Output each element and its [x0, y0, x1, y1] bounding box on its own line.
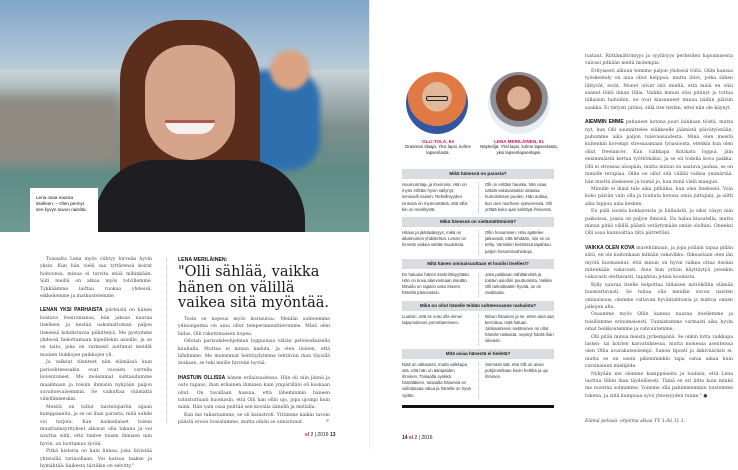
answer-lena: Olli on erittäin hauska, hän osaa nähdä vakavassakin asiassa humoristisen puolen. Hän auttaa, kun olen murheen syövereissä. Olli yrittää koko ajan kehittyä ihmisenä. [478, 182, 554, 213]
portrait-olli [406, 72, 468, 134]
headline: "Olli sählää, vaikka hänen on välillä vaikea sitä myöntää. [178, 264, 329, 311]
cover-photo [0, 0, 369, 232]
paragraph: VAIKKA OLEN KOVA murehtimaan, ja jopa joillain tapaa pidän siitä, en ole kuitenkaan mikään vakavikko. Oikeastaan olen iän myötä huomannut, että minun on hyvin vaikea ottaa itseäni mitenkään vakavasti. Aina kun yritän käyttäytyä jotenkin vakavasti otettavasti, tapahtuu jotain koomista. [585, 244, 733, 281]
paragraph: Ja valkeat tilanteet niin elämässä kuin parisuhteessakin ovat vuosien varrella loiventuneet. Me molemmat suhtaudumme maailmaan ja toisiin ihmisiin nykyään paljon suvaitsevaisemmin. Se vaikuttaa väämättä välellimmeskin. [40, 360, 152, 403]
page-footer-left: el 2 | 2016 13 [305, 432, 336, 438]
right-column [585, 53, 733, 400]
qa-table [402, 169, 554, 408]
rule [402, 405, 554, 409]
portrait-lena [488, 72, 550, 134]
left-column-2 [178, 316, 330, 427]
face [145, 45, 235, 160]
page-footer-right: 14 el 2 | 2016 [402, 435, 433, 441]
column-divider [166, 258, 167, 423]
paragraph: IHASTUIN OLLISSA hänen erilaisuudessa. Hän oli niin jännä ja outo tapaus, ihan erilainen ihminen kuin ympärilläni oli koskaan ollut. On tavallaan hassua, että läheminmin häneen tutustuttuani huomasin, että Olli han ollin ujo, jopa ujompi kuin minä. Hän vain osaa peittää sen kovalla äänellä ja mellalla. [178, 374, 331, 411]
page-gutter [369, 0, 370, 450]
person-desc: Näyttelijä. Yksi lapsi, kolme lapsenlasta, yksi lapsenlapsenlapsi. [480, 144, 558, 155]
paragraph: Minulle ei ikinä tule aika pitkäksi, kun olen itsekseni. Voin koko päivän vain olla ja touhuta kotona omia juttujani, ja siltti aika loppuu aina kesken. [585, 186, 733, 207]
person-lena [480, 139, 558, 156]
qa-row [402, 179, 554, 217]
photo-caption: Lena osaa nauraa itselleen. – Olen perinyt sen kyvyn suvun naisilta. [30, 188, 98, 232]
paragraph: AIEMMIN EMME puhuneet kotona juuri lainkaan töistä, mutta nyt, kun Olli suunnittelee eläkkeelle jäämistä päivätyöstään, puhumme aika paljon tulevaisuudesta. Minä olen meistä kuitenkin kovempi stressaamaan työasioista, etenkin kun olen ollut freelancer. Kun valkkapa Kotikatu loppui, jäin ensimmäistä kertaa työttömäksi, ja se oli todella kova paikka. Olli ei stressaa ulospäin, mutta minun on saatava jauhaa, se on minulle terapiaa. Ollin on ollut sitä välillä vaikea ymmärtää, hän miettii itsekseen ja toimii jo, kun minä vielä mangun. [585, 119, 733, 185]
paragraph: Pitkä historia on kuin liimaa, joka tiivistää yhteisillä tarinoillaan. Voi katsoa taakse ja hymähtää: kaikesta tästäkin on selvitty." [40, 449, 152, 469]
paragraph: Kun me rakastuimme, se oli katastrofi. Yritimme kaikin tavoin päästä eroon toisistamme, mutta eihän se onnistunut. [178, 412, 330, 426]
answer-lena: Ollin hosuminen. Hän ajattelee jatkuvasti, että tehdään, niin se on tehty. Varsinkin keittiössä tapahtuu paljon hosumisvahinkoja. [478, 230, 554, 255]
qa-row [402, 359, 554, 403]
answer-olli: Huumorintaju ja itseironia. Hän on myös erittäin hyvin säilynyt, sensuelli nainen. Rehellisyyden ninessä on myönnettävä, että sillä-kin on merkitystä. [402, 182, 469, 212]
question-bar: Mitä hänen ominaisuuttaan et huolisi itsellesi? [402, 259, 554, 269]
qa-row [402, 227, 554, 259]
paragraph: tustaut. Riittämättömyys ja syyllisyys perheiden hajoamisesta vaivasi pitkään meitä molempia. [585, 54, 733, 67]
paragraph: Erityisesti alkuun teimme paljon yhdessä töitä. Ollin kanssa työskentely on aina ollut helppoa, mutta liitot, jotka siihen liittyvät, eivät. Monet olivat sitä mieltä, että minä en olisi saanut töitä ilman Ollia. Vaikka minun olisi pitänyt jo tottua tällaisiin huhuihin, ne ovat kiusanneet minua näihin päiviin saakka. Ei tietysti pitäisi, sillä itse tiedän, ettei niin ole käynyt. [585, 68, 733, 111]
paragraph: Toisaalta Lena myös viihtyy hirveän hyvin yksin. Kun hän vielä saa tyttärensä koirat hoitoonsa, minua ei tarvita enää mihinkään. Siiti meillä on alkaa myös tolvillemme. Tykkäämme laittaa ruokaa yhdessä, eikkeliemme ja matkustelemme. [40, 257, 152, 300]
credit-line: Elämä pelissä -ohjelma alkaa TV 1:llä 31.1. [585, 419, 686, 424]
paragraph: Meistä on tullut taistelupariin sijaan kumppaneita, ja se on ihan parasta, mitä suhde voi tarjota. Kun kaikenlaiset toisen muuttamisyritykset alkavat olla takana ja voi nauttia siitä, että tuntee toisen ihmisen niin hyvin, on luottamus syvää. [40, 404, 152, 447]
paragraph: LENAN YKSI PARHAISTA piirteistä on hänen loistava itseironiansa, hän jaksaa nauraa itselleen ja kestää uskomattoman paljon itseensä kohdistuvaa piikittelyä. Me pystymme yhdessä hekottamaan kipeillekin asioille, ja se on taito, joka on varmasti auttanut meidät monien tiukkojen paikkojen yli. [40, 307, 152, 358]
left-column-1 [40, 256, 152, 470]
answer-olli: Luulisin, että se voisi olla minun taipumukseni pomottamiseen. [402, 313, 463, 325]
person-olli [402, 139, 474, 156]
answer-lena: Varmasti sitä, että Olli on aivan pohjimmiltaan kovin herkkä ja ujo ihminen. [478, 362, 554, 399]
paragraph: Odotan parisuhdeohjelman loppuunsa vähän pelonsekaisella kauhulla. Muttaa ei minua kaduta, ja olen iloinen, että lähdimme. Me molemmat heittäydyimme tehtäviin ihan täysillä mukaan, se teki meille hirveän hyvää. [178, 339, 330, 367]
paragraph: Olli pitää minua meistä jyrkempänä. Se onkin totta vaikkapa lasten- tai koirien kasvatuksessa, mutta monessa asenteissa olen Ollia avarakatseisempi. Sanon tiposti ja äkkiväärästi ei, mutta se on usein pikemminkin tapa ostaa aikaa kuin varsinainen mielipide. [585, 334, 733, 370]
continue-mark: » [326, 418, 329, 424]
answer-olli: En haluaisi hänen itsekriittisyyttään. Hän on kova alanvoimaan itseään. Minulla on rajaton usko itseeni, hänellä päinvastoin. [402, 271, 471, 296]
kicker: LENA MERILÄINEN: [178, 257, 228, 263]
question-bar: Mitä asiaa hänestä ei tiedetä? [402, 349, 554, 359]
qa-row [402, 311, 554, 349]
answer-lena: Joka paikkaan sähläämistä ja toisten asioihin puuttumista. Vaikka Olli tarkoittaakin hyvää, se on rasittavaa. [478, 272, 554, 297]
answer-lena: Minun hitauteni ja se, etten aina saa kerrottua, mitä haluan. Jahkaamiseni sietäminen on ollut hänelle raskasta, nepinyt häntä ihan oikeasti. [478, 314, 554, 345]
person-desc: Draaman tilaaja. Yksi lapsi, kolme lapsenlasta. [405, 144, 471, 155]
glasses [426, 96, 448, 101]
answer-olli: Hitaus ja jääräpäisyys, mikä on aikamoinen yhdistelmä. Lenan on hirveän vaikea sietää muutoksia. [402, 230, 467, 248]
paragraph: Nykyään me olemme kumppaneita ja luulisin, että Lena luottaa Olliin ihan täydellisesti. Tämä on eri liitto kuin minkä me nuorina solmimme. Voimme olla pahimmemmin toistemme tukena, ja siitä kumpuaa syvä yhteisyyden tunne." ● [585, 371, 733, 399]
paragraph: Kyky nauraa itselle helpottaa tällaisen mörököllin elämää huomattavasti. Se taitaa olla meidän suvun naisten ominaisuus, olemme valtavan hyväntahtoisia ja mattoa omien jalkojen alta. [585, 282, 733, 310]
question-bar: Mikä on ollut hänelle teidän suhteessanne raskainta? [402, 301, 554, 311]
qa-row [402, 269, 554, 301]
question-bar: Mikä hänessä on parasta? [402, 169, 554, 179]
question-bar: Mikä hänessä on sietämättömintä? [402, 217, 554, 227]
paragraph: Tosin se nopeus myös kostautuu. Meidän suhteemme ydinongelma on aina ollut temperamenttieromme. Minä olen hidas, Olli rakettimaisen nopea. [178, 317, 330, 337]
person-name: LENA MERILÄINEN, 61 [494, 139, 544, 144]
paragraph: En pidä isoista kokkareista ja hälinästä, ja siksi väsyn niin paikoissa, joissa on paljon ihmisiä. En halua kiusatella, mutta minun pitää välillä päästä vetäytymään omiin oloihini. Onneksi Olli osaa kunnioittaa tätä piirrettäni. [585, 209, 733, 237]
person-name: OLLI TOLA, 64 [422, 139, 454, 144]
answer-olli: Niitä on valtavasti, mutta valkkapa sitä, että hän on äänipäiden ihminen. Toisaalta synkkä hämäläinen, toisaalta hänessä on valloittavaa valoa ja hänellä on hyvä sydän. [402, 361, 471, 398]
jacket [95, 160, 305, 232]
paragraph: Osaamme myös Ollin kanssa nauraa itsellemme ja toisillemme erinomaisesti. Tunnistamme varmasti aika hyvin omat heikkoutemme ja vahvuutemme. [585, 312, 733, 333]
